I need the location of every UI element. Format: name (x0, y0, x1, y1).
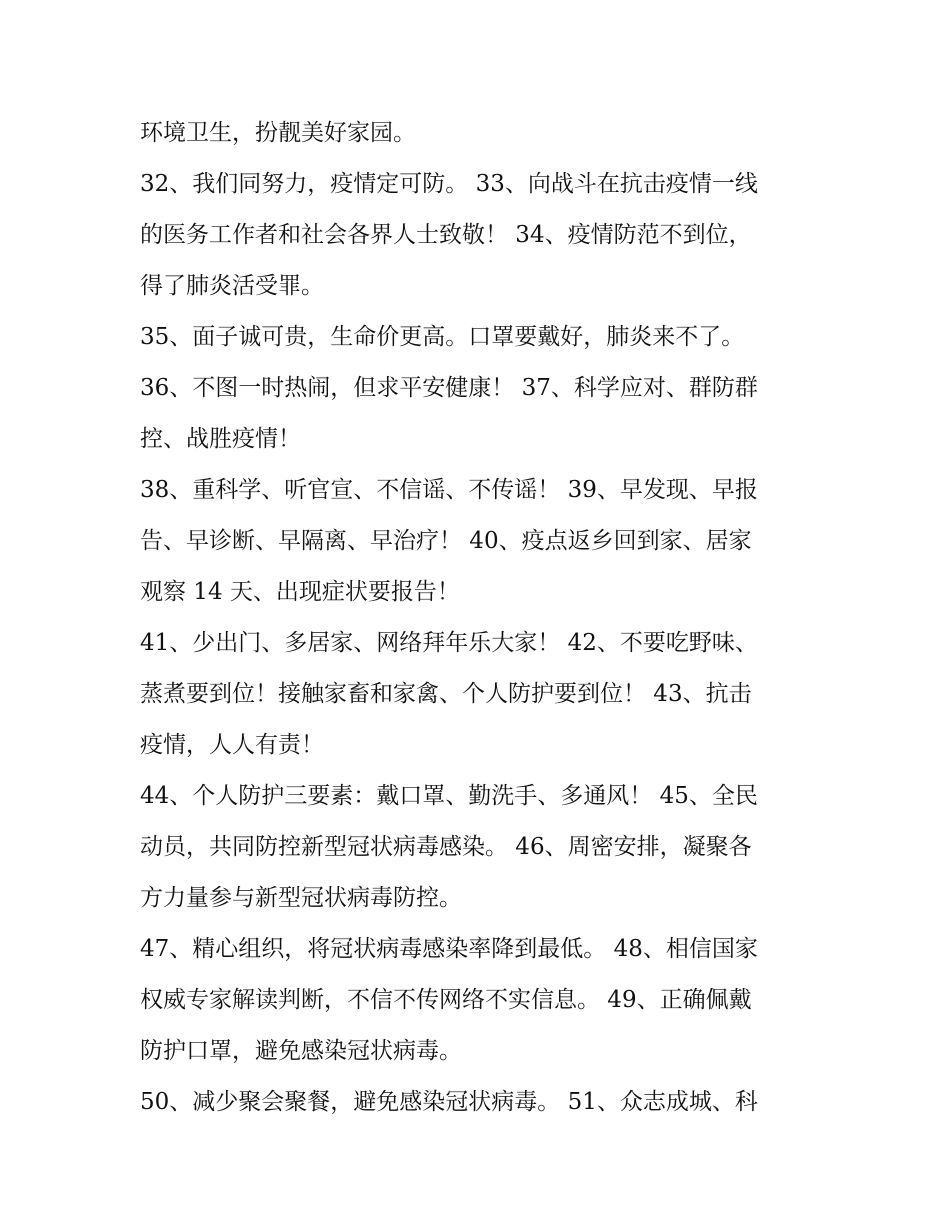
body-text (140, 108, 800, 1128)
text-line: 32、我们同努力，疫情定可防。 33、向战斗在抗击疫情一线 (140, 171, 758, 197)
text-line: 38、重科学、听官宣、不信谣、不传谣！ 39、早发现、早报 (140, 477, 758, 503)
text-line: 44、个人防护三要素：戴口罩、勤洗手、多通风！ 45、全民 (140, 783, 758, 809)
text-line: 36、不图一时热闹，但求平安健康！ 37、科学应对、群防群 (140, 375, 758, 401)
text-line: 环境卫生，扮靓美好家园。 (140, 120, 416, 146)
text-line: 50、减少聚会聚餐，避免感染冠状病毒。 51、众志成城、科 (140, 1089, 758, 1115)
text-line: 动员，共同防控新型冠状病毒感染。 46、周密安排，凝聚各 (140, 834, 752, 860)
text-line: 35、面子诚可贵，生命价更高。口罩要戴好，肺炎来不了。 (140, 324, 745, 350)
text-line: 41、少出门、多居家、网络拜年乐大家！ 42、不要吃野味、 (140, 630, 758, 656)
text-line: 观察 14 天、出现症状要报告！ (140, 579, 460, 605)
text-line: 告、早诊断、早隔离、早治疗！ 40、疫点返乡回到家、居家 (140, 528, 752, 554)
text-line: 防护口罩，避免感染冠状病毒。 (140, 1038, 462, 1064)
text-line: 控、战胜疫情！ (140, 426, 301, 452)
text-line: 47、精心组织，将冠状病毒感染率降到最低。 48、相信国家 (140, 936, 758, 962)
text-line: 疫情，人人有责！ (140, 732, 324, 758)
text-line: 蒸煮要到位！接触家畜和家禽、个人防护要到位！ 43、抗击 (140, 681, 752, 707)
text-line: 得了肺炎活受罪。 (140, 273, 324, 299)
text-line: 权威专家解读判断，不信不传网络不实信息。 49、正确佩戴 (140, 987, 752, 1013)
text-line: 方力量参与新型冠状病毒防控。 (140, 885, 462, 911)
text-line: 的医务工作者和社会各界人士致敬！ 34、疫情防范不到位， (140, 222, 752, 248)
